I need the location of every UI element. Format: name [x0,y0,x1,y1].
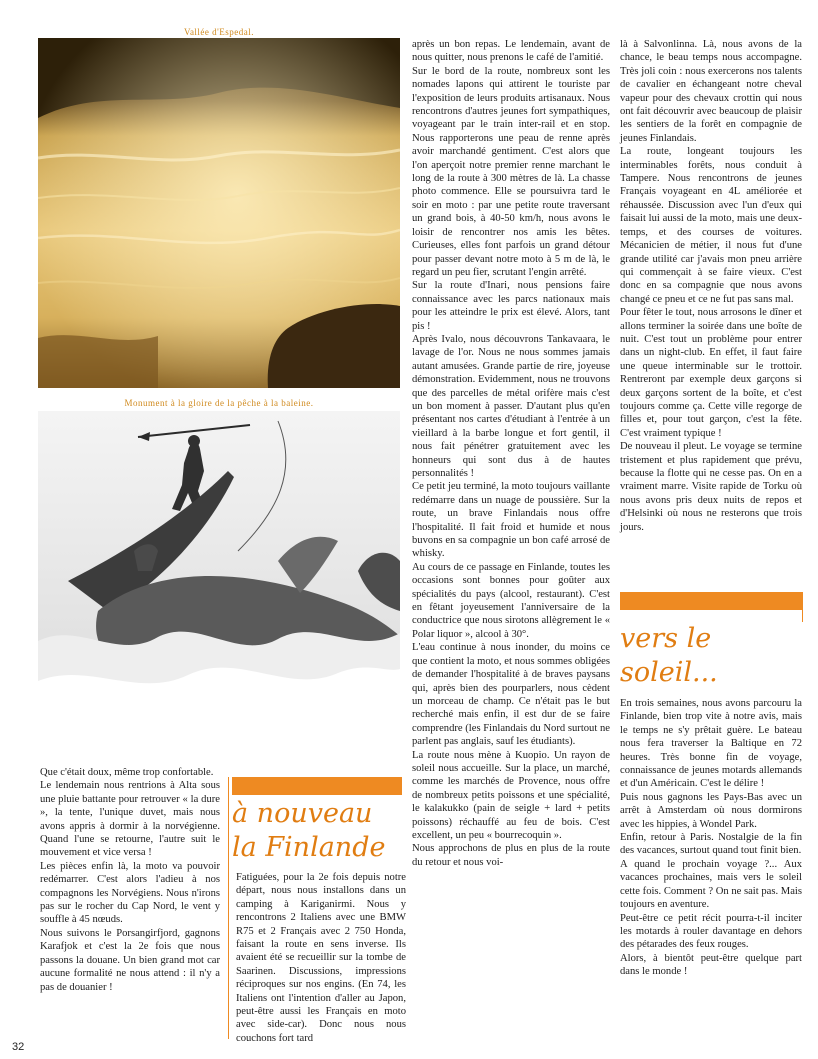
paragraph: Au cours de ce passage en Finlande, toutes les occasions sont bonnes pour goûter aux spécialités du pays (alcool, restaurant). C'est en fêtant joyeusement l'anniversaire de la conductrice que nous sirotons allègrement le « Polar liquor », alcool à 30°. [412,561,610,640]
paragraph: Nous approchons de plus en plus de la route du retour et nous voi- [412,843,610,868]
heading-line: la Finlande [232,832,386,863]
paragraph: Après Ivalo, nous découvrons Tankavaara, le lavage de l'or. Nous ne nous sommes jamais autant amusées. Grande partie de rire, joyeuse démonstration. Evidemment, nous ne trouvons que des parcelles de métal orifère mais c'est un bon moment à passer. D'autant plus qu'en présentant nos cartes d'étudiant à l'entrée à un vieillard à la barbe longue et fort gentil, il nous fait pénétrer gratuitement avec les honneurs qui sont dus à de hautes personnalités ! [412,333,610,479]
paragraph: Nous suivons le Porsangirfjord, gagnons Karafjok et c'est la 2e fois que nous passons la douane. Un bien grand mot car aucune formalité ne nous attend : il n'y a pas de douanier ! [40,927,220,993]
paragraph: là à Salvonlinna. Là, nous avons de la chance, le beau temps nous accompagne. Très joli coin : nous exercerons nos talents de cavalier en échangeant notre cheval vapeur pour des chevaux crottin qui nous ont fait découvrir avec beaucoup de plaisir les sentiers de la forêt en compagnie de jeunes Finlandais. [620,39,802,144]
paragraph: Sur le bord de la route, nombreux sont les nomades lapons qui attirent le touriste par l'exposition de leurs produits artisanaux. Nous rencontrons d'autres jeunes fort sympathiques, voyageant par le train inter-rail et en stop. Nous rapporterons une peau de renne après avoir marchandé gentiment. C'est alors que l'on aperçoit notre premier renne marchant le long de la route à 300 mètres de là. La chasse photo commence. Elle se poursuivra tard le soir en moto : par une petite route traversant un grand bois, à 40-50 km/h, nous avons le loisir de rencontrer nos amis les bêtes. Curieuses, elles font parfois un grand détour pour passer devant notre moto à 5 m de là, le regard un peu fier, scrutant l'engin arrêté. [412,65,610,278]
paragraph: Fatiguées, pour la 2e fois depuis notre départ, nous nous installons dans un camping à Kariganirmi. Nous y rencontrons 2 Italiens avec une BMW R75 et 2 Français avec 2 750 Honda, faisant la route en sens inverse. Ils avaient été se recueillir sur la tombe de Saarinen. Discussions, impressions réciproques sur nos engins. (En 74, les Italiens ont l'intention d'aller au Japon, peut-être aussi les Français en moto avec side-car). Donc nous nous couchons fort tard [236,872,406,1044]
paragraph: Peut-être ce petit récit pourra-t-il inciter les motards à rouler davantage en dehors des pétarades des feux rouges. [620,912,802,951]
heading-line: à nouveau [232,798,373,829]
paragraph: En trois semaines, nous avons parcouru la Finlande, bien trop vite à notre avis, mais le temps ne s'y prêtait guère. Le bateau nous fera traverser la Baltique en 72 heures. Très bonne fin de voyage, connaissance de jeunes motards allemands et d'un Américain. C'est le délire ! [620,698,802,790]
column-divider [228,777,229,1039]
paragraph: Enfin, retour à Paris. Nostalgie de la fin des vacances, surtout quand tout finit bien. [620,832,802,857]
paragraph: Puis nous gagnons les Pays-Bas avec un arrêt à Amsterdam où nous dormirons avec les hippies, à Wondel Park. [620,791,802,830]
paragraph: Sur la route d'Inari, nous pensions faire connaissance avec les parcs nationaux mais pour les atteindre le prix est élevé. Alors, tant pis ! [412,280,610,332]
section-accent-bar [232,777,402,795]
paragraph: Pour fêter le tout, nous arrosons le dîner et allons terminer la soirée dans une boîte de nuit. C'est tout un problème pour entrer dans un night-club. En effet, il faut faire une queue interminable sur le trottoir. Rentreront par exemple deux garçons si deux garçons sortent de la boîte, et c'est toujours comme ça. Cette ville regorge de filles et, pour tout garçon, c'est la fête. C'est vraiment typique ! [620,307,802,439]
photo-caption-monument: Monument à la gloire de la pêche à la baleine. [124,398,314,408]
paragraph: L'eau continue à nous inonder, du moins ce que contient la moto, et nous sommes obligées de demander l'hospitalité à de braves paysans qui, après bien des pourparlers, nous cèdent un morceau de champ. Ce n'était pas le but recherché mais enfin, il est dur de se faire comprendre (les Finlandais du Nord surtout ne parlent pas anglais, sauf les étudiants). [412,642,610,748]
whaling-monument-photo [38,411,400,763]
paragraph: Ce petit jeu terminé, la moto toujours vaillante redémarre dans un nuage de poussière. Sur la route, un brave Finlandais nous offre l'hospitalité. Il fait froid et humide et nous buvons en sa compagnie un bon café arrosé de whisky. [412,481,610,560]
section-heading-finlande [232,797,407,865]
paragraph: La route, longeant toujours les interminables forêts, nous conduit à Tampere. Nous rencontrons de jeunes Français voyageant en 4L améliorée et réhaussée. Discussion avec l'un d'eux qui faisait lui aussi de la moto, mais une deux-temps, et des courses de voitures. Mécanicien de métier, il nous fut d'une grande utilité car j'avais mon pneu arrière qui commençait à se faire vieux. C'est donc en sa compagnie que nous avons changé ce pneu et ce ne fut pas sans mal. [620,146,802,305]
article-column-3 [412,38,610,869]
paragraph: De nouveau il pleut. Le voyage se termine tristement et plus rapidement que prévu, because la flotte qui ne cesse pas. On en a vraiment marre. Visite rapide de Torku où nous avons pris deux nuits de repos et d'Helsinki où nous ne resterons que trois jours. [620,441,802,533]
heading-line: soleil... [620,657,718,688]
paragraph: après un bon repas. Le lendemain, avant de nous quitter, nous prenons le café de l'amitié. [412,39,610,64]
article-column-4 [620,38,802,534]
paragraph: Que c'était doux, même trop confortable. [40,767,214,778]
river-rapids-image [38,38,400,388]
river-rapids-photo [38,38,400,388]
heading-line: vers le [620,623,712,654]
article-column-5 [620,697,802,979]
section-accent-bar [620,592,802,610]
article-column-2 [236,871,406,1045]
paragraph: A quand le prochain voyage ?... Aux vacances prochaines, mais vers le soleil cette fois. Comment ? On ne sait pas. Mais toujours en aventure. [620,858,802,911]
article-column-1 [40,766,220,994]
column-divider [802,592,803,622]
paragraph: Les pièces enfin là, la moto va pouvoir redémarrer. C'est alors l'adieu à nos compagnons les Norvégiens. Nous n'irons pas sur le rocher du Cap Nord, le vent y souffle à 45 nœuds. [40,860,220,926]
paragraph: La route nous mène à Kuopio. Un rayon de soleil nous accueille. Sur la place, un marché, comme les marchés de Provence, nous offre de nombreux petits poissons et une spécialité, le kalakukko (pain de seigle + lard + petits poissons) réchauffé au feu de bois. C'est excellent, un peu « bourrecoquin ». [412,749,610,841]
section-heading-soleil [620,622,802,690]
photo-caption-valley: Vallée d'Espedal. [183,27,255,37]
paragraph: Alors, à bientôt peut-être quelque part dans le monde ! [620,952,802,978]
whaling-monument-image [38,411,400,763]
page-number: 32 [12,1041,25,1053]
paragraph: Le lendemain nous rentrions à Alta sous une pluie battante pour retrouver « la dure », la tente, l'unique duvet, mais nous avons appris à dormir à la norvégienne. Quand l'une se retourne, l'autre suit le mouvement et vice versa ! [40,780,220,859]
